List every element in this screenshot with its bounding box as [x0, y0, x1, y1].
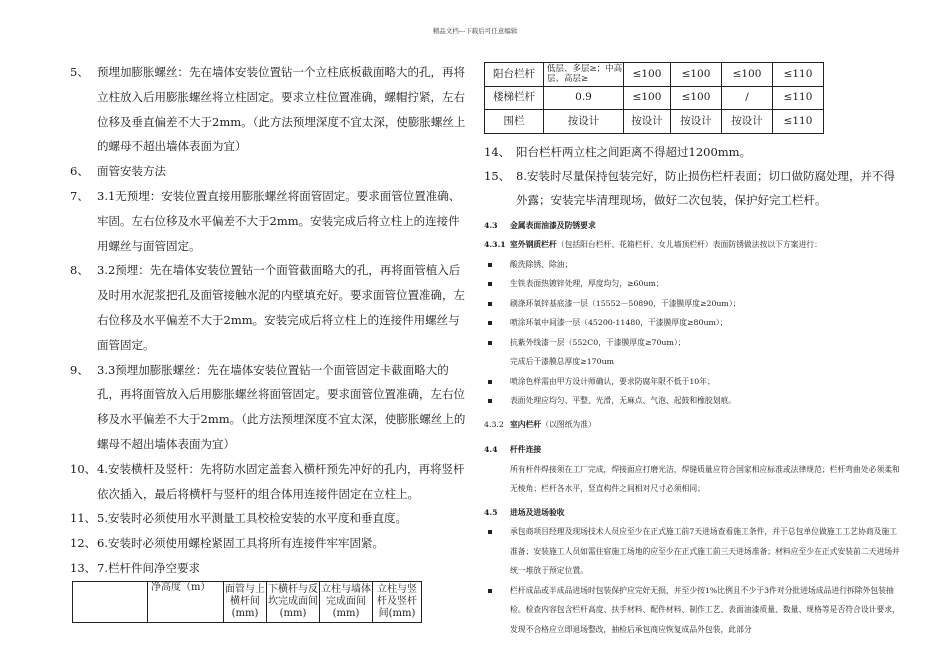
section-number: 4.3.2 — [484, 419, 504, 429]
item-number: 7、 — [70, 188, 89, 203]
list-item-text: 酸洗除锈、除油； — [510, 259, 573, 269]
item-number: 15、 — [484, 168, 511, 183]
section-title: 杆件连接 — [510, 445, 542, 454]
list-item-text: 表面处理应均匀、平整、光滑，无麻点、气泡、起鼓和橡胶划痕。 — [510, 396, 737, 405]
clearance-table-header — [72, 581, 422, 623]
table-cell: 0.9 — [544, 86, 624, 110]
item-11 — [70, 506, 470, 531]
item-text: 7.栏杆件间净空要求 — [97, 560, 200, 575]
item-number: 9、 — [70, 362, 89, 377]
item-15 — [484, 164, 904, 212]
spec-section — [484, 216, 904, 640]
list-item — [484, 255, 904, 275]
item-9 — [70, 358, 470, 457]
section-heading-4-3 — [484, 216, 904, 236]
table-header-cell: 净高度（m） — [148, 581, 224, 622]
list-item-text: 生铁表面热镀锌处理，厚度均匀，≥60um； — [510, 279, 664, 288]
section-number: 4.3.1 — [484, 240, 506, 249]
item-text: 预埋加膨胀螺丝：先在墙体安装位置钻一个立柱底板截面略大的孔，再将立柱放入后用膨胀螺丝将立柱固定。要求立柱位置准确，螺帽拧紧，左右位移及垂直偏差不大于2mm。（此方法预埋深度不宜太深，使膨胀螺丝上的螺母不超出墙体表面为宜） — [97, 65, 466, 154]
total-thickness-note: 完成后干漆膜总厚度≥170um — [510, 357, 615, 366]
bullet-icon — [484, 391, 510, 411]
table-cell: ≤100 — [671, 86, 722, 110]
table-header-cell: 立柱与竖杆及竖杆间(mm) — [373, 581, 422, 622]
bullet-icon — [484, 522, 510, 581]
bullet-icon — [484, 255, 510, 275]
table-row — [485, 63, 824, 87]
table-cell: ≤110 — [773, 110, 824, 134]
table-header-cell: 面管与上横杆间(mm) — [224, 581, 267, 622]
table-cell: ≤110 — [773, 63, 824, 87]
table-cell: ≤100 — [722, 63, 773, 87]
table-cell: 按设计 — [671, 110, 722, 134]
list-item — [484, 333, 904, 353]
table-header-row — [73, 581, 422, 622]
list-item — [484, 274, 904, 294]
section-heading-4-4 — [484, 440, 904, 460]
item-12 — [70, 531, 470, 556]
table-header-cell — [73, 581, 148, 622]
table-header-cell: 立柱与墙体完成面间(mm) — [320, 581, 373, 622]
table-cell: 按设计 — [624, 110, 671, 134]
section-body: 所有杆件焊接须在工厂完成，焊接面应打磨光洁，焊缝质量应符合国家相应标准或法律规范；栏杆弯曲处必须柔和无棱角；栏杆各水平，竖直构件之间相对尺寸必须相同； — [510, 464, 900, 493]
item-text: 阳台栏杆两立柱之间距离不得超过1200mm。 — [516, 144, 752, 159]
item-text: 3.3预埋加膨胀螺丝：先在墙体安装位置钻一个面管固定卡截面略大的孔，再将面管放入后用膨胀螺丝将面管固定。要求面管位置准确，左右位移及水平偏差不大于2mm。（此方法预埋深度不宜太深，使膨胀螺丝上的螺母不超出墙体表面为宜） — [97, 362, 466, 451]
item-number: 13、 — [70, 560, 97, 575]
item-number: 12、 — [70, 536, 97, 551]
section-title-rest: （包括阳台栏杆、花箱栏杆、女儿墙顶栏杆）表面防锈做法按以下方案进行： — [556, 240, 822, 249]
bullet-icon — [484, 333, 510, 353]
list-item — [484, 391, 904, 411]
item-text: 3.1无预埋：安装位置直接用膨胀螺丝将面管固定。要求面管位置准确、牢固。左右位移及水平偏差不大于2mm。安装完成后将立柱上的连接件用螺丝与面管固定。 — [97, 188, 461, 253]
bullet-icon — [484, 581, 510, 640]
table-header-cell: 下横杆与反坎完成面间(mm) — [267, 581, 320, 622]
list-item — [484, 522, 904, 581]
table-cell: 楼梯栏杆 — [485, 86, 544, 110]
list-item-text: 抗紫外线漆一层（552C0，干漆膜厚度≥70um）； — [510, 337, 686, 347]
list-item — [484, 294, 904, 314]
section-title: 室外钢质栏杆 — [510, 240, 557, 249]
table-cell: / — [722, 86, 773, 110]
table-cell: 按设计 — [722, 110, 773, 134]
list-item — [484, 581, 904, 640]
section-number: 4.3 — [484, 220, 498, 230]
item-number: 10、 — [70, 461, 97, 476]
item-7 — [70, 184, 470, 258]
table-cell: 围栏 — [485, 110, 544, 134]
table-row — [485, 110, 824, 134]
bullet-icon — [484, 313, 510, 333]
section-heading-4-5 — [484, 503, 904, 523]
list-item-text: 栏杆成品或半成品进场时包装保护应完好无损，并至少按1%比例且不少于3件对分批进场成品进行拆除外包装抽检。检查内容包含栏杆高度、扶手材料、配件材料、制作工艺、表面油漆质量、数量、规格等是否符合设计要求，发现不合格应立即退场整改，抽检后承包商应恢复成品外包装，此部分 — [510, 585, 900, 634]
list-item-text: 喷涂色样需由甲方设计师确认，要求防腐年限不低于10年； — [510, 376, 715, 386]
clearance-table-body — [484, 62, 824, 134]
item-10 — [70, 457, 470, 507]
left-column — [70, 60, 470, 623]
table-cell: 按设计 — [544, 110, 624, 134]
list-item-text: 刷涤环氧锌基底漆一层（15552－50890，干漆膜厚度≥20um）； — [510, 298, 741, 308]
list-item-text: 喷涂环氧中间漆一层（45200-11480，干漆膜厚度≥80um）； — [510, 318, 728, 327]
table-cell: 低层、多层≥；中高层、高层≥ — [544, 63, 624, 87]
list-item — [484, 372, 904, 392]
section-heading-4-3-2 — [484, 415, 904, 435]
section-number: 4.5 — [484, 507, 498, 517]
list-item — [484, 313, 904, 333]
item-text: 面管安装方法 — [97, 164, 166, 179]
table-cell: ≤100 — [671, 63, 722, 87]
section-title: 金属表面油漆及防锈要求 — [510, 220, 596, 230]
section-title: 进场及进场验收 — [510, 507, 565, 517]
item-text: 6.安装时必须使用螺栓紧固工具将所有连接件牢牢固紧。 — [97, 536, 384, 551]
item-text: 8.安装时尽量保持包装完好，防止损伤栏杆表面；切口做防腐处理，并不得外露；安装完毕清理现场，做好二次包装，保护好完工栏杆。 — [516, 168, 895, 207]
table-cell: 阳台栏杆 — [485, 63, 544, 87]
section-number: 4.4 — [484, 445, 498, 454]
section-heading-4-3-1 — [484, 235, 904, 255]
item-text: 3.2预埋：先在墙体安装位置钻一个面管截面略大的孔，再将面管植入后及时用水泥浆把孔及面管接触水泥的内壁填充好。要求面管位置准确，左右位移及水平偏差不大于2mm。安装完成后将立柱上的连接件用螺丝与面管固定。 — [97, 263, 465, 352]
table-cell: ≤100 — [624, 63, 671, 87]
right-column — [484, 62, 904, 639]
bullet-icon — [484, 294, 510, 314]
page-header: 精品文档---下载后可任意编辑 — [432, 27, 518, 35]
table-cell: ≤100 — [624, 86, 671, 110]
table-cell: ≤110 — [773, 86, 824, 110]
item-text: 4.安装横杆及竖杆：先将防水固定盖套入横杆预先冲好的孔内，再将竖杆依次插入，最后将横杆与竖杆的组合体用连接件固定在立柱上。 — [97, 461, 465, 501]
section-title: 室内栏杆 — [510, 419, 542, 429]
item-8 — [70, 258, 470, 357]
item-13 — [70, 556, 470, 581]
item-5 — [70, 60, 470, 159]
item-number: 11、 — [70, 511, 97, 526]
item-14 — [484, 140, 904, 164]
item-number: 5、 — [70, 65, 89, 79]
item-number: 14、 — [484, 144, 511, 159]
bullet-icon — [484, 274, 510, 294]
item-number: 8、 — [70, 263, 89, 278]
item-text: 5.安装时必须使用水平测量工具校检安装的水平度和垂直度。 — [97, 511, 407, 526]
bullet-icon — [484, 372, 510, 392]
item-number: 6、 — [70, 164, 89, 179]
section-title-rest: （以图纸为准） — [541, 419, 596, 429]
table-row — [485, 86, 824, 110]
item-6 — [70, 159, 470, 184]
list-item-text: 承包商项目经理及现场技术人员应至少在正式施工前7天进场查看施工条件，并于总包单位做施工工艺协商及施工准备；安装施工人员如需住宿施工场地的应至少在正式施工前三天进场准备；材料应至少在正式安装前二天进场并统一堆放于预定位置。 — [510, 527, 900, 575]
